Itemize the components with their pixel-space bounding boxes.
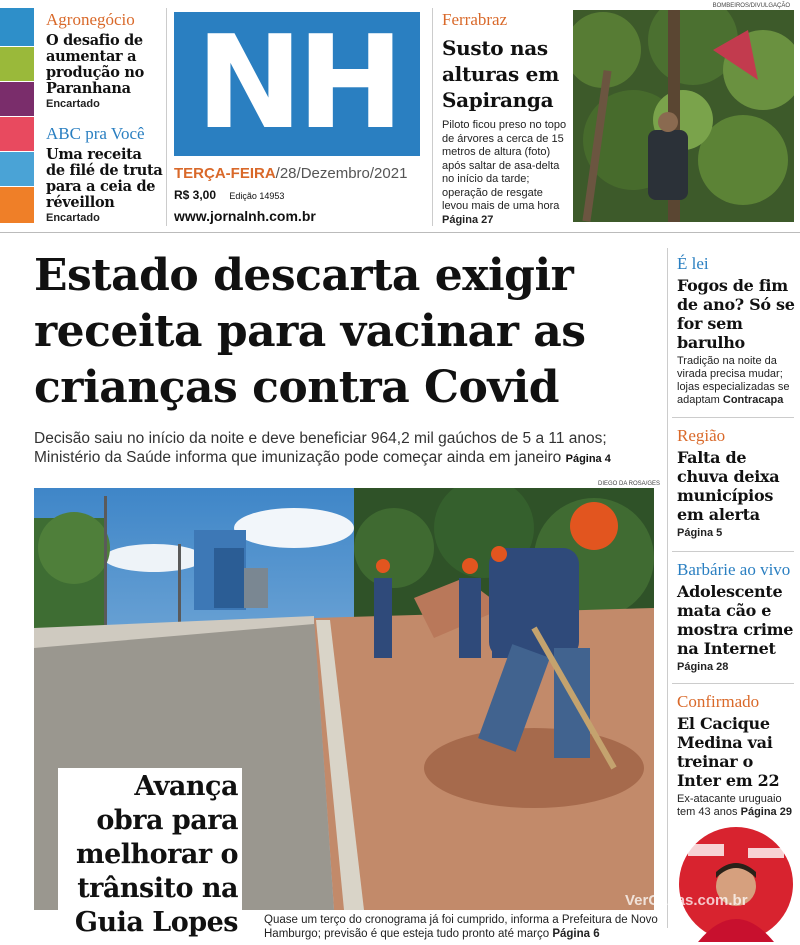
masthead-price-row (174, 188, 284, 202)
teaser-body-text: Piloto ficou preso no topo de árvores a cerca de 15 metros de altura (foto) após saltar de asa-delta no início da tarde; operação de resgate levou mais de uma hora (442, 119, 567, 212)
page-ref: Página 28 (677, 661, 729, 673)
teaser-note: Encartado (46, 212, 100, 224)
teaser-headline: Susto nas alturas em Sapiranga (442, 36, 559, 112)
section-color-bar-3 (0, 82, 34, 116)
side-body (677, 355, 795, 407)
photo-title[interactable]: Avança obra para melhorar o trânsito na Guia Lopes (74, 771, 238, 938)
main-headline[interactable]: Estado descarta exigir receita para vacinar as crianças contra Covid (34, 250, 586, 413)
teaser-kicker: Ferrabraz (442, 10, 508, 29)
side-body-text: Ex-atacante uruguaio tem 43 anos (677, 793, 782, 818)
side-kicker: É lei (677, 254, 709, 273)
side-kicker: Região (677, 426, 726, 445)
section-color-bar-6 (0, 187, 34, 223)
teaser-body (442, 119, 568, 227)
side-headline: Fogos de fim de ano? Só se for sem barulho (677, 276, 795, 352)
side-body (677, 793, 797, 819)
main-deck-text: Decisão saiu no início da noite e deve beneficiar 964,2 mil gaúchos de 5 a 11 anos; Ministério da Saúde informa que imunização pode começar ainda em janeiro (34, 430, 607, 466)
teaser-headline: O desafio de aumentar a produção no Paranhana (46, 32, 144, 97)
teaser-note: Encartado (46, 98, 100, 110)
side-headline: El Cacique Medina vai treinar o Inter em 22 (677, 714, 780, 790)
date: /28/Dezembro/2021 (275, 165, 408, 182)
photo-credit: BOMBEIROS/DIVULGAÇÃO (712, 3, 790, 9)
teaser-kicker: Agronegócio (46, 10, 135, 29)
main-deck (34, 429, 654, 469)
logo-text: NH (195, 9, 399, 158)
coach-portrait-photo[interactable] (678, 826, 794, 942)
price: R$ 3,00 (174, 188, 217, 202)
watermark: VerCapas.com.br (625, 892, 748, 909)
teaser-ferrabraz[interactable] (442, 10, 568, 227)
side-headline: Adolescente mata cão e mostra crime na Internet (677, 582, 794, 658)
page-ref: Contracapa (722, 394, 784, 406)
teaser-agronegocio[interactable] (46, 10, 164, 111)
section-color-bar-5 (0, 152, 34, 186)
tree-rescue-photo[interactable] (573, 10, 794, 222)
section-color-bar-1 (0, 8, 34, 46)
side-story-medina[interactable] (677, 692, 797, 819)
edition: Edição 14953 (229, 191, 285, 201)
page-ref: Página 6 (552, 928, 600, 940)
masthead-logo[interactable] (174, 9, 420, 158)
masthead-date (174, 165, 407, 182)
photo-credit-main: DIEGO DA ROSA/GES (598, 481, 661, 487)
side-headline: Falta de chuva deixa municípios em alerta (677, 448, 780, 524)
weekday: TERÇA-FEIRA (174, 165, 276, 182)
teaser-abc[interactable] (46, 124, 164, 225)
page-ref: Página 27 (442, 213, 494, 226)
page-ref: Página 5 (677, 527, 723, 539)
side-kicker: Confirmado (677, 692, 760, 711)
teaser-headline: Uma receita de filé de truta para a ceia de réveillon (46, 146, 163, 211)
caption-text: Quase um terço do cronograma já foi cumprido, informa a Prefeitura de Novo Hamburgo; previsão é que esteja tudo pronto até março (264, 914, 658, 940)
side-kicker: Barbárie ao vivo (677, 560, 791, 579)
page-ref: Página 29 (740, 806, 792, 818)
section-color-bar-2 (0, 47, 34, 81)
section-color-bar-4 (0, 117, 34, 151)
website-link[interactable]: www.jornalnh.com.br (174, 208, 316, 224)
side-body-text: Tradição na noite da virada precisa mudar; lojas especializadas se adaptam (677, 355, 790, 406)
side-story-fogos[interactable] (677, 254, 795, 407)
photo-caption (264, 913, 664, 941)
teaser-kicker: ABC pra Você (46, 124, 145, 143)
side-story-chuva[interactable] (677, 426, 795, 540)
side-story-barbarie[interactable] (677, 560, 795, 674)
page-ref: Página 4 (565, 453, 611, 465)
